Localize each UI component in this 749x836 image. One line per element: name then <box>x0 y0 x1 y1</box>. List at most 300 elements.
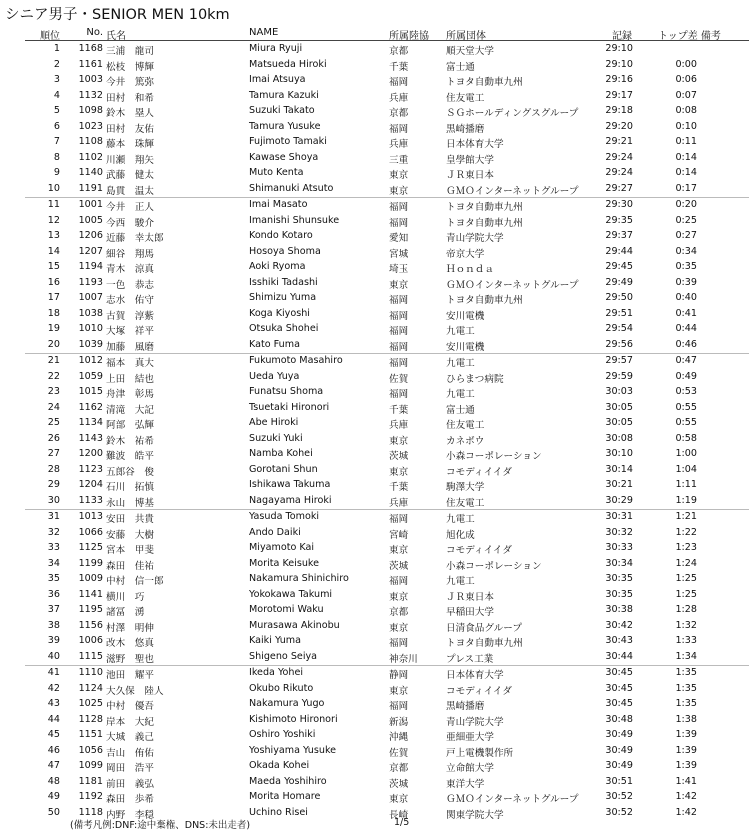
cell-name-en: Gorotani Shun <box>249 463 318 475</box>
cell-pref: 福岡 <box>389 701 409 712</box>
table-row <box>0 73 749 89</box>
cell-pref: 沖縄 <box>389 732 409 743</box>
remarks-legend: (備考凡例:DNF:途中棄権、DNS:未出走者) <box>70 820 251 831</box>
cell-rank: 37 <box>47 604 60 615</box>
cell-bib: 1124 <box>78 682 103 694</box>
cell-pref: 東京 <box>389 466 409 478</box>
cell-name-en: Nagayama Hiroki <box>249 494 332 506</box>
cell-pref: 東京 <box>389 591 409 603</box>
cell-gap: 0:14 <box>675 151 697 163</box>
cell-rank: 28 <box>47 463 60 475</box>
cell-name-en: Otsuka Shohei <box>249 323 319 334</box>
cell-gap: 0:41 <box>675 307 697 319</box>
cell-bib: 1207 <box>78 245 103 257</box>
cell-team: ＧＭＯインターネットグループ <box>446 279 579 291</box>
cell-time: 30:49 <box>605 744 633 756</box>
cell-name-jp: 森田 佳祐 <box>106 560 154 572</box>
cell-name-en: Morita Keisuke <box>249 557 320 569</box>
cell-pref: 福岡 <box>389 576 409 587</box>
cell-name-en: Imanishi Shunsuke <box>249 214 340 226</box>
table-row <box>0 354 749 370</box>
cell-team: トヨタ自動車九州 <box>446 77 523 88</box>
table-row <box>0 697 749 713</box>
table-row <box>0 526 749 542</box>
cell-rank: 26 <box>47 432 60 444</box>
cell-rank: 21 <box>47 355 60 366</box>
cell-team: 富士通 <box>446 404 475 416</box>
cell-rank: 30 <box>47 494 60 506</box>
cell-name-jp: 中村 優吾 <box>106 701 154 712</box>
header-rank: 順位 <box>40 31 60 42</box>
cell-time: 29:18 <box>605 105 633 116</box>
cell-time: 30:35 <box>605 588 633 600</box>
cell-bib: 1009 <box>78 573 103 584</box>
cell-bib: 1200 <box>78 448 103 459</box>
cell-name-en: Yokokawa Takumi <box>249 588 333 600</box>
cell-pref: 福岡 <box>389 217 409 229</box>
table-header <box>0 27 749 41</box>
cell-pref: 福岡 <box>389 341 409 353</box>
cell-team: コモディイイダ <box>446 545 512 556</box>
cell-name-en: Morita Homare <box>249 791 321 802</box>
cell-time: 29:59 <box>605 370 633 382</box>
cell-name-jp: 安田 共貴 <box>106 514 154 525</box>
cell-gap: 1:39 <box>675 729 697 740</box>
cell-name-en: Fujimoto Tamaki <box>249 136 327 147</box>
cell-bib: 1194 <box>78 261 103 272</box>
table-row <box>0 775 749 791</box>
cell-gap: 0:34 <box>675 245 697 257</box>
cell-name-jp: 横川 巧 <box>106 591 145 603</box>
cell-name-jp: 鈴木 祐希 <box>106 435 154 447</box>
cell-rank: 12 <box>47 214 60 226</box>
cell-gap: 0:17 <box>675 182 697 194</box>
cell-pref: 茨城 <box>389 451 409 462</box>
cell-name-en: Funatsu Shoma <box>249 386 324 397</box>
cell-team: 九電工 <box>446 326 475 337</box>
cell-pref: 福岡 <box>389 638 409 649</box>
cell-name-jp: 前田 義弘 <box>106 778 154 790</box>
cell-bib: 1110 <box>78 667 103 678</box>
header-team: 所属団体 <box>446 31 486 42</box>
cell-time: 29:10 <box>605 43 633 54</box>
cell-name-en: Aoki Ryoma <box>249 261 306 272</box>
cell-gap: 0:07 <box>675 89 697 101</box>
cell-rank: 46 <box>47 744 60 756</box>
cell-rank: 22 <box>47 370 60 382</box>
cell-name-jp: 森田 歩希 <box>106 794 154 805</box>
cell-rank: 35 <box>47 573 60 584</box>
cell-bib: 1108 <box>78 136 103 147</box>
table-row <box>0 650 749 666</box>
cell-rank: 47 <box>47 760 60 771</box>
table-row <box>0 260 749 276</box>
table-row <box>0 588 749 604</box>
cell-name-jp: 岸本 大紀 <box>106 716 154 728</box>
cell-team: 九電工 <box>446 514 475 525</box>
cell-bib: 1206 <box>78 230 103 241</box>
cell-pref: 長崎 <box>389 809 409 821</box>
cell-rank: 11 <box>47 199 60 210</box>
cell-name-jp: 内野 李穏 <box>106 809 154 821</box>
cell-time: 29:24 <box>605 167 633 178</box>
cell-name-en: Oshiro Yoshiki <box>249 729 316 740</box>
cell-rank: 44 <box>47 713 60 725</box>
cell-name-jp: 細谷 翔馬 <box>106 248 154 260</box>
cell-pref: 京都 <box>389 763 409 774</box>
cell-bib: 1195 <box>78 604 103 615</box>
cell-name-jp: 諸冨 湧 <box>106 607 145 618</box>
cell-rank: 20 <box>47 338 60 350</box>
cell-rank: 38 <box>47 619 60 631</box>
cell-time: 30:32 <box>605 526 633 538</box>
cell-time: 29:21 <box>605 136 633 147</box>
cell-pref: 福岡 <box>389 389 409 400</box>
cell-team: 日清食品グループ <box>446 622 522 634</box>
results-table <box>0 42 749 821</box>
cell-bib: 1012 <box>78 355 103 366</box>
table-row <box>0 744 749 760</box>
table-row <box>0 682 749 698</box>
cell-name-en: Imai Masato <box>249 199 308 210</box>
cell-team: トヨタ自動車九州 <box>446 202 523 213</box>
cell-name-jp: 石川 拓慎 <box>106 482 154 493</box>
cell-gap: 1:33 <box>675 635 697 646</box>
cell-gap: 0:06 <box>675 74 697 85</box>
cell-bib: 1005 <box>78 214 103 226</box>
cell-name-en: Kaiki Yuma <box>249 635 302 646</box>
cell-name-en: Tsuetaki Hironori <box>249 401 330 413</box>
cell-pref: 福岡 <box>389 326 409 337</box>
cell-time: 30:21 <box>605 479 633 490</box>
cell-rank: 50 <box>47 806 60 818</box>
page-title: シニア男子・SENIOR MEN 10km <box>5 7 230 23</box>
cell-bib: 1115 <box>78 650 103 662</box>
cell-pref: 千葉 <box>389 482 409 493</box>
cell-gap: 1:25 <box>675 588 697 600</box>
cell-rank: 15 <box>47 261 60 272</box>
cell-bib: 1006 <box>78 635 103 646</box>
cell-time: 29:35 <box>605 214 633 226</box>
header-rule <box>25 40 749 41</box>
cell-bib: 1181 <box>78 775 103 787</box>
table-row <box>0 151 749 167</box>
cell-team: 日本体育大学 <box>446 139 504 150</box>
cell-time: 30:48 <box>605 713 633 725</box>
cell-team: ＪＲ東日本 <box>446 170 494 181</box>
cell-name-en: Ueda Yuya <box>249 370 300 382</box>
cell-name-en: Isshiki Tadashi <box>249 276 318 288</box>
cell-name-en: Nakamura Shinichiro <box>249 573 349 584</box>
cell-rank: 23 <box>47 386 60 397</box>
cell-time: 30:49 <box>605 760 633 771</box>
cell-time: 30:33 <box>605 542 633 553</box>
table-row <box>0 619 749 635</box>
table-row <box>0 634 749 650</box>
cell-bib: 1025 <box>78 698 103 709</box>
cell-time: 29:30 <box>605 199 633 210</box>
cell-name-jp: 近藤 幸太郎 <box>106 233 164 244</box>
cell-name-jp: 松枝 博輝 <box>106 61 154 73</box>
cell-bib: 1140 <box>78 167 103 178</box>
cell-pref: 兵庫 <box>389 420 409 431</box>
cell-time: 30:52 <box>605 791 633 802</box>
cell-bib: 1118 <box>78 806 103 818</box>
page-footer <box>0 817 749 833</box>
table-row <box>0 307 749 323</box>
cell-team: 住友電工 <box>446 420 485 431</box>
cell-rank: 19 <box>47 323 60 334</box>
cell-team: トヨタ自動車九州 <box>446 217 523 229</box>
table-row <box>0 572 749 588</box>
cell-time: 29:20 <box>605 120 633 132</box>
cell-gap: 0:11 <box>675 136 697 147</box>
cell-team: 関東学院大学 <box>446 809 504 821</box>
cell-time: 29:50 <box>605 292 633 303</box>
cell-team: 住友電工 <box>446 497 485 509</box>
cell-time: 29:24 <box>605 151 633 163</box>
cell-bib: 1010 <box>78 323 103 334</box>
table-row <box>0 245 749 261</box>
cell-rank: 10 <box>47 182 60 194</box>
cell-time: 30:49 <box>605 729 633 740</box>
cell-name-jp: 藤本 珠輝 <box>106 139 154 150</box>
cell-time: 30:34 <box>605 557 633 569</box>
table-row <box>0 370 749 386</box>
cell-gap: 1:22 <box>675 526 697 538</box>
cell-name-jp: 今井 篤弥 <box>106 77 154 88</box>
cell-time: 29:16 <box>605 74 633 85</box>
table-row <box>0 89 749 105</box>
cell-gap: 0:55 <box>675 401 697 413</box>
cell-rank: 43 <box>47 698 60 709</box>
cell-name-en: Murasawa Akinobu <box>249 619 340 631</box>
cell-rank: 1 <box>53 43 60 54</box>
cell-team: 皇學館大学 <box>446 154 494 166</box>
cell-pref: 千葉 <box>389 404 409 416</box>
table-row <box>0 198 749 214</box>
cell-name-en: Ando Daiki <box>249 526 301 538</box>
cell-time: 30:42 <box>605 619 633 631</box>
cell-bib: 1191 <box>78 182 103 194</box>
cell-time: 30:45 <box>605 682 633 694</box>
cell-gap: 1:19 <box>675 494 697 506</box>
cell-bib: 1039 <box>78 338 103 350</box>
cell-gap: 0:53 <box>675 386 697 397</box>
cell-time: 29:44 <box>605 245 633 257</box>
cell-team: 立命館大学 <box>446 763 494 774</box>
cell-pref: 茨城 <box>389 778 409 790</box>
cell-rank: 16 <box>47 276 60 288</box>
header-name-jp: 氏名 <box>106 31 126 42</box>
cell-bib: 1141 <box>78 588 103 600</box>
cell-name-en: Tamura Yusuke <box>249 120 321 132</box>
cell-pref: 茨城 <box>389 560 409 572</box>
cell-name-jp: 川瀬 翔矢 <box>106 154 154 166</box>
cell-gap: 1:38 <box>675 713 697 725</box>
cell-pref: 京都 <box>389 607 409 618</box>
cell-time: 30:35 <box>605 573 633 584</box>
cell-name-jp: 田村 和希 <box>106 92 154 104</box>
cell-pref: 福岡 <box>389 358 409 369</box>
cell-pref: 福岡 <box>389 514 409 525</box>
header-no: No. <box>86 27 103 38</box>
cell-time: 30:05 <box>605 401 633 413</box>
cell-name-jp: 今井 正人 <box>106 202 154 213</box>
cell-bib: 1161 <box>78 58 103 70</box>
cell-team: カネボウ <box>446 435 485 447</box>
cell-rank: 6 <box>53 120 60 132</box>
cell-gap: 0:39 <box>675 276 697 288</box>
table-row <box>0 494 749 510</box>
cell-time: 30:31 <box>605 511 633 522</box>
table-row <box>0 432 749 448</box>
cell-gap: 1:24 <box>675 557 697 569</box>
cell-name-en: Fukumoto Masahiro <box>249 355 343 366</box>
table-row <box>0 276 749 292</box>
cell-name-jp: 鈴木 塁人 <box>106 108 154 119</box>
cell-pref: 福岡 <box>389 77 409 88</box>
cell-name-jp: 田村 友佑 <box>106 123 154 135</box>
cell-bib: 1199 <box>78 557 103 569</box>
cell-time: 30:38 <box>605 604 633 615</box>
cell-pref: 静岡 <box>389 670 409 681</box>
cell-team: 亜細亜大学 <box>446 732 494 743</box>
cell-time: 29:56 <box>605 338 633 350</box>
cell-rank: 8 <box>53 151 60 163</box>
cell-bib: 1162 <box>78 401 103 413</box>
cell-name-jp: 古賀 淳紫 <box>106 310 154 322</box>
cell-rank: 24 <box>47 401 60 413</box>
table-row <box>0 713 749 729</box>
cell-gap: 0:27 <box>675 230 697 241</box>
header-pref: 所属陸協 <box>389 31 429 42</box>
cell-name-jp: 青木 涼真 <box>106 264 154 275</box>
cell-pref: 三重 <box>389 154 409 166</box>
cell-bib: 1192 <box>78 791 103 802</box>
cell-team: 安川電機 <box>446 310 485 322</box>
cell-time: 30:08 <box>605 432 633 444</box>
cell-team: トヨタ自動車九州 <box>446 638 523 649</box>
table-row <box>0 214 749 230</box>
cell-pref: 埼玉 <box>389 264 409 275</box>
cell-gap: 1:35 <box>675 667 697 678</box>
cell-rank: 3 <box>53 74 60 85</box>
cell-name-en: Tamura Kazuki <box>249 89 319 101</box>
table-row <box>0 166 749 182</box>
cell-pref: 東京 <box>389 794 409 805</box>
cell-name-jp: 上田 結也 <box>106 373 154 385</box>
cell-gap: 1:35 <box>675 698 697 709</box>
cell-team: ひらまつ病院 <box>446 373 504 385</box>
cell-pref: 佐賀 <box>389 373 409 385</box>
cell-rank: 17 <box>47 292 60 303</box>
cell-pref: 愛知 <box>389 233 409 244</box>
cell-gap: 0:14 <box>675 167 697 178</box>
cell-time: 29:54 <box>605 323 633 334</box>
cell-bib: 1056 <box>78 744 103 756</box>
table-row <box>0 447 749 463</box>
cell-name-jp: 清滝 大記 <box>106 404 154 416</box>
table-row <box>0 728 749 744</box>
cell-bib: 1132 <box>78 89 103 101</box>
cell-time: 30:45 <box>605 698 633 709</box>
cell-name-jp: 安藤 大樹 <box>106 529 154 541</box>
cell-name-en: Miura Ryuji <box>249 43 303 54</box>
cell-rank: 29 <box>47 479 60 490</box>
cell-name-jp: 舟津 彰馬 <box>106 389 154 400</box>
cell-rank: 36 <box>47 588 60 600</box>
cell-gap: 1:42 <box>675 806 697 818</box>
cell-name-jp: 大塚 祥平 <box>106 326 154 337</box>
cell-name-en: Muto Kenta <box>249 167 304 178</box>
cell-time: 29:17 <box>605 89 633 101</box>
cell-name-en: Kawase Shoya <box>249 151 319 163</box>
cell-name-en: Kishimoto Hironori <box>249 713 338 725</box>
cell-time: 30:03 <box>605 386 633 397</box>
cell-name-jp: 村澤 明伸 <box>106 622 154 634</box>
header-time: 記録 <box>612 31 632 42</box>
cell-bib: 1204 <box>78 479 103 490</box>
cell-pref: 東京 <box>389 170 409 181</box>
table-row <box>0 557 749 573</box>
cell-team: ＧＭＯインターネットグループ <box>446 794 579 805</box>
cell-bib: 1013 <box>78 511 103 522</box>
page-number: 1/5 <box>394 817 410 828</box>
table-row <box>0 401 749 417</box>
cell-name-en: Shimizu Yuma <box>249 292 317 303</box>
table-row <box>0 182 749 198</box>
cell-gap: 0:44 <box>675 323 697 334</box>
cell-team: 黒崎播磨 <box>446 123 485 135</box>
table-row <box>0 58 749 74</box>
cell-gap: 0:40 <box>675 292 697 303</box>
cell-team: 九電工 <box>446 576 475 587</box>
cell-team: 駒澤大学 <box>446 482 485 493</box>
cell-rank: 2 <box>53 58 60 70</box>
cell-gap: 0:49 <box>675 370 697 382</box>
cell-gap: 1:35 <box>675 682 697 694</box>
cell-name-en: Shimanuki Atsuto <box>249 182 334 194</box>
cell-time: 30:10 <box>605 448 633 459</box>
cell-time: 30:44 <box>605 650 633 662</box>
cell-time: 29:27 <box>605 182 633 194</box>
cell-team: トヨタ自動車九州 <box>446 295 523 306</box>
cell-rank: 27 <box>47 448 60 459</box>
cell-bib: 1193 <box>78 276 103 288</box>
cell-pref: 宮崎 <box>389 529 409 541</box>
cell-time: 30:14 <box>605 463 633 475</box>
table-row <box>0 510 749 526</box>
cell-pref: 福岡 <box>389 202 409 213</box>
cell-team: 旭化成 <box>446 529 475 541</box>
cell-rank: 5 <box>53 105 60 116</box>
cell-pref: 宮城 <box>389 248 409 260</box>
cell-name-en: Miyamoto Kai <box>249 542 315 553</box>
cell-team: 黒崎播磨 <box>446 701 485 712</box>
cell-name-jp: 志水 佑守 <box>106 295 154 306</box>
cell-rank: 33 <box>47 542 60 553</box>
cell-name-jp: 永山 博基 <box>106 497 154 509</box>
table-row <box>0 416 749 432</box>
cell-team: 戸上電機製作所 <box>446 747 514 759</box>
cell-team: 安川電機 <box>446 341 485 353</box>
table-row <box>0 291 749 307</box>
header-gap-note: トップ差 備考 <box>658 31 721 42</box>
cell-name-jp: 難波 皓平 <box>106 451 154 462</box>
cell-team: ＳＧホールディングスグループ <box>446 108 579 119</box>
cell-name-en: Ikeda Yohei <box>249 667 304 678</box>
